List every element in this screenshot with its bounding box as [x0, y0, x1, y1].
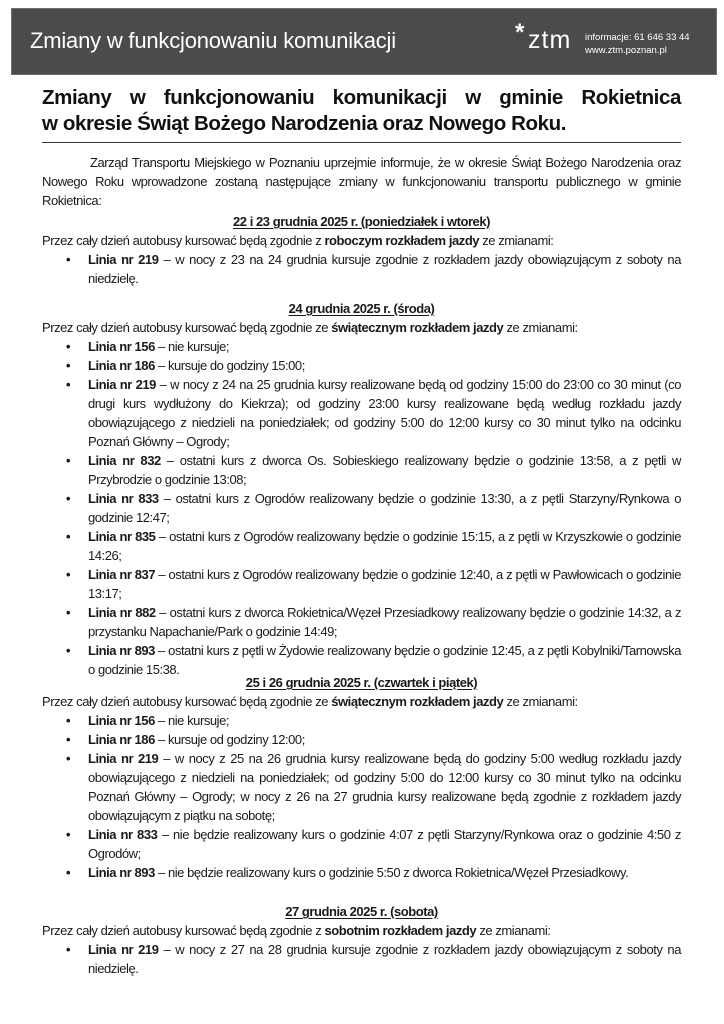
list-item: [42, 940, 681, 978]
item-text: – ostatni kurs z Ogrodów realizowany będzie o godzinie 12:40, a z pętli w Pawłowicach o godzinie 13:17;: [88, 567, 681, 601]
line-number: Linia nr 186: [88, 732, 155, 747]
lead-text: Przez cały dzień autobusy kursować będą zgodnie ze: [42, 320, 332, 335]
line-number: Linia nr 219: [88, 942, 159, 957]
contact-website: www.ztm.poznan.pl: [585, 44, 667, 56]
bullet-icon: •: [66, 732, 71, 747]
bullet-icon: •: [66, 865, 71, 880]
document-title-line1: Zmiany w funkcjonowaniu komunikacji w gminie Rokietnica: [42, 86, 681, 109]
list-item: [42, 527, 681, 565]
changes-list: [42, 711, 681, 882]
list-item: [42, 451, 681, 489]
line-number: Linia nr 156: [88, 339, 155, 354]
line-number: Linia nr 219: [88, 377, 156, 392]
header-bar: [11, 8, 717, 75]
section-lead: [42, 318, 681, 337]
list-item: [42, 250, 681, 288]
asterisk-icon: *: [515, 19, 525, 46]
lead-text: ze zmianami:: [503, 320, 578, 335]
bullet-icon: •: [66, 643, 71, 658]
list-item: [42, 603, 681, 641]
section: [42, 299, 681, 679]
lead-schedule-type: świątecznym rozkładem jazdy: [331, 694, 504, 709]
section: [42, 902, 681, 978]
lead-text: ze zmianami:: [476, 923, 551, 938]
bullet-icon: •: [66, 529, 71, 544]
bullet-icon: •: [66, 827, 71, 842]
bullet-icon: •: [66, 491, 71, 506]
line-number: Linia nr 833: [88, 827, 158, 842]
list-item: [42, 565, 681, 603]
document-title: [42, 85, 681, 137]
item-text: – kursuje od godziny 12:00;: [154, 732, 305, 747]
header-title: Zmiany w funkcjonowaniu komunikacji: [30, 28, 396, 53]
list-item: [42, 356, 681, 375]
intro-paragraph: Zarząd Transportu Miejskiego w Poznaniu uprzejmie informuje, że w okresie Świąt Bożego Narodzenia oraz Nowego Roku wprowadzone zostaną następujące zmiany w funkcjonowaniu transportu publicznego w gminie Rokietnica:: [42, 155, 681, 208]
list-item: [42, 825, 681, 863]
lead-text: Przez cały dzień autobusy kursować będą zgodnie z: [42, 923, 325, 938]
changes-list: [42, 250, 681, 288]
list-item: [42, 711, 681, 730]
document-title-line2: w okresie Świąt Bożego Narodzenia oraz Nowego Roku.: [42, 112, 567, 135]
line-number: Linia nr 837: [88, 567, 156, 582]
bullet-icon: •: [66, 751, 71, 766]
section-heading: 25 i 26 grudnia 2025 r. (czwartek i piątek): [245, 675, 478, 690]
section-heading: 27 grudnia 2025 r. (sobota): [285, 904, 438, 919]
item-text: – w nocy z 24 na 25 grudnia kursy realizowane będą od godziny 15:00 do 23:00 co 30 minut (co drugi kurs wydłużony do Kiekrza); od godziny 23:00 kursy realizowane będą według rozkładu jazdy obowiązującego z niedzieli na poniedziałek; od godziny 5:00 do 12:00 kursy co 30 minut tylko na odcinku Poznań Główny – Ogrody;: [88, 377, 681, 449]
logo-text: ztm: [528, 26, 572, 54]
bullet-icon: •: [66, 713, 71, 728]
section-lead: [42, 231, 681, 250]
item-text: – nie będzie realizowany kurs o godzinie 4:07 z pętli Starzyny/Rynkowa oraz o godzinie 4:50 z Ogrodów;: [88, 827, 681, 861]
line-number: Linia nr 219: [88, 751, 159, 766]
item-text: – ostatni kurs z dworca Os. Sobieskiego realizowany będzie o godzinie 13:58, a z pętli w Przybrodzie o godzinie 13:08;: [88, 453, 681, 487]
item-text: – nie kursuje;: [154, 339, 230, 354]
bullet-icon: •: [66, 942, 71, 957]
line-number: Linia nr 156: [88, 713, 155, 728]
list-item: [42, 337, 681, 356]
bullet-icon: •: [66, 567, 71, 582]
line-number: Linia nr 882: [88, 605, 156, 620]
line-number: Linia nr 832: [88, 453, 161, 468]
section: [42, 673, 681, 882]
bullet-icon: •: [66, 453, 71, 468]
section-heading: 24 grudnia 2025 r. (środa): [288, 301, 435, 316]
lead-schedule-type: sobotnim rozkładem jazdy: [324, 923, 477, 938]
list-item: [42, 730, 681, 749]
contact-phone: informacje: 61 646 33 44: [585, 32, 690, 43]
bullet-icon: •: [66, 605, 71, 620]
bullet-icon: •: [66, 252, 71, 267]
item-text: – nie będzie realizowany kurs o godzinie 5:50 z dworca Rokietnica/Węzeł Przesiadkowy.: [154, 865, 629, 880]
bullet-icon: •: [66, 339, 71, 354]
item-text: – w nocy z 27 na 28 grudnia kursuje zgodnie z rozkładem jazdy obowiązującym z soboty na niedzielę.: [88, 942, 681, 976]
item-text: – ostatni kurs z dworca Rokietnica/Węzeł Przesiadkowy realizowany będzie o godzinie 14:32, a z przystanku Napachanie/Park o godzinie 14:49;: [88, 605, 681, 639]
item-text: – ostatni kurs z Ogrodów realizowany będzie o godzinie 15:15, a z pętli w Krzyszkowie o godzinie 14:26;: [88, 529, 681, 563]
lead-schedule-type: świątecznym rozkładem jazdy: [331, 320, 504, 335]
line-number: Linia nr 893: [88, 865, 155, 880]
lead-text: ze zmianami:: [479, 233, 554, 248]
item-text: – ostatni kurs z pętli w Żydowie realizowany będzie o godzinie 12:45, a z pętli Kobylniki/Tarnowska o godzinie 15:38.: [88, 643, 681, 677]
item-text: – w nocy z 25 na 26 grudnia kursy realizowane będą do godziny 5:00 według rozkładu jazdy obowiązującego z niedzieli na poniedziałek; od godziny 5:00 do 12:00 kursy co 30 minut tylko na odcinku Poznań Główny – Ogrody; w nocy z 26 na 27 grudnia kursy realizowane będą zgodnie z rozkładem jazdy obowiązującym z piątku na sobotę;: [88, 751, 681, 823]
line-number: Linia nr 835: [88, 529, 156, 544]
item-text: – w nocy z 23 na 24 grudnia kursuje zgodnie z rozkładem jazdy obowiązującym z soboty na niedzielę.: [88, 252, 681, 286]
list-item: [42, 749, 681, 825]
bullet-icon: •: [66, 358, 71, 373]
item-text: – nie kursuje;: [154, 713, 230, 728]
list-item: [42, 863, 681, 882]
lead-text: Przez cały dzień autobusy kursować będą zgodnie ze: [42, 694, 332, 709]
section-heading: 22 i 23 grudnia 2025 r. (poniedziałek i wtorek): [232, 214, 490, 229]
section-lead: [42, 692, 681, 711]
section: [42, 212, 681, 288]
changes-list: [42, 337, 681, 679]
line-number: Linia nr 893: [88, 643, 155, 658]
list-item: [42, 375, 681, 451]
lead-text: ze zmianami:: [503, 694, 578, 709]
line-number: Linia nr 186: [88, 358, 155, 373]
bullet-icon: •: [66, 377, 71, 392]
lead-text: Przez cały dzień autobusy kursować będą zgodnie z: [42, 233, 325, 248]
item-text: – ostatni kurs z Ogrodów realizowany będzie o godzinie 13:30, a z pętli Starzyny/Rynkowa o godzinie 12:47;: [88, 491, 681, 525]
contact-info: [585, 32, 690, 57]
title-divider: [42, 142, 681, 143]
line-number: Linia nr 219: [88, 252, 159, 267]
list-item: [42, 489, 681, 527]
lead-schedule-type: roboczym rozkładem jazdy: [324, 233, 480, 248]
line-number: Linia nr 833: [88, 491, 159, 506]
section-lead: [42, 921, 681, 940]
changes-list: [42, 940, 681, 978]
item-text: – kursuje do godziny 15:00;: [154, 358, 305, 373]
